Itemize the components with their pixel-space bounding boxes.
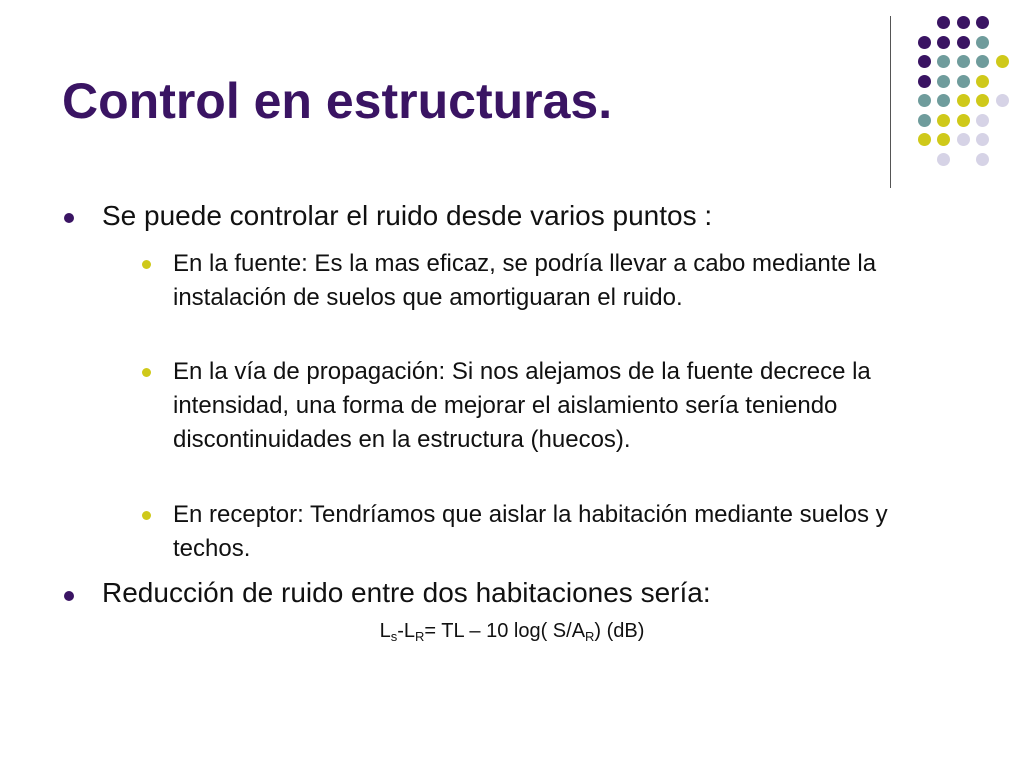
formula-subscript: R <box>414 629 425 644</box>
decorative-dot <box>957 114 970 127</box>
decorative-dot <box>957 16 970 29</box>
sub-bullet-marker <box>142 511 151 520</box>
bullet-marker <box>64 591 74 601</box>
decorative-dot <box>996 94 1009 107</box>
title-divider <box>890 16 891 188</box>
formula-part: = TL – 10 log( S/A <box>424 620 586 642</box>
decorative-dot <box>937 36 950 49</box>
decorative-dot <box>937 55 950 68</box>
bullet-text: Reducción de ruido entre dos habitaciones sería: <box>102 577 711 608</box>
decorative-dot <box>937 133 950 146</box>
decorative-dot <box>976 55 989 68</box>
decorative-dot <box>918 55 931 68</box>
bullet-marker <box>64 213 74 223</box>
formula-subscript: s <box>390 629 398 644</box>
formula-subscript: R <box>585 629 595 644</box>
sub-bullet-marker <box>142 260 151 269</box>
decorative-dot <box>937 16 950 29</box>
formula <box>0 620 1024 644</box>
formula-part: ) (dB) <box>594 620 645 642</box>
sub-bullet-text: En receptor: Tendríamos que aislar la habitación mediante suelos y techos. <box>173 501 888 562</box>
sub-bullet-marker <box>142 368 151 377</box>
decorative-dot <box>918 133 931 146</box>
decorative-dot <box>937 94 950 107</box>
decorative-dot <box>976 36 989 49</box>
decorative-dot <box>918 114 931 127</box>
formula-part: L <box>379 620 391 642</box>
decorative-dot <box>976 133 989 146</box>
decorative-dot <box>976 114 989 127</box>
decorative-dot <box>976 16 989 29</box>
decorative-dot <box>937 75 950 88</box>
decorative-dot <box>937 153 950 166</box>
decorative-dot <box>937 114 950 127</box>
decorative-dot <box>957 94 970 107</box>
decorative-dot <box>976 94 989 107</box>
decorative-dot <box>996 55 1009 68</box>
decorative-dot <box>976 75 989 88</box>
decorative-dot <box>957 36 970 49</box>
decorative-dot <box>957 133 970 146</box>
decorative-dot <box>918 94 931 107</box>
sub-bullet-text: En la vía de propagación: Si nos alejamos de la fuente decrece la intensidad, una forma de mejorar el aislamiento sería teniendo discontinuidades en la estructura (huecos). <box>173 358 871 453</box>
formula-part: -L <box>397 620 415 642</box>
bullet-text: Se puede controlar el ruido desde varios puntos : <box>102 200 713 231</box>
decorative-dot <box>957 75 970 88</box>
slide-title: Control en estructuras. <box>62 73 613 129</box>
decorative-dot <box>976 153 989 166</box>
sub-bullet-text: En la fuente: Es la mas eficaz, se podría llevar a cabo mediante la instalación de suelos que amortiguaran el ruido. <box>173 250 877 311</box>
decorative-dot <box>918 75 931 88</box>
decorative-dot <box>957 55 970 68</box>
decorative-dot <box>918 36 931 49</box>
